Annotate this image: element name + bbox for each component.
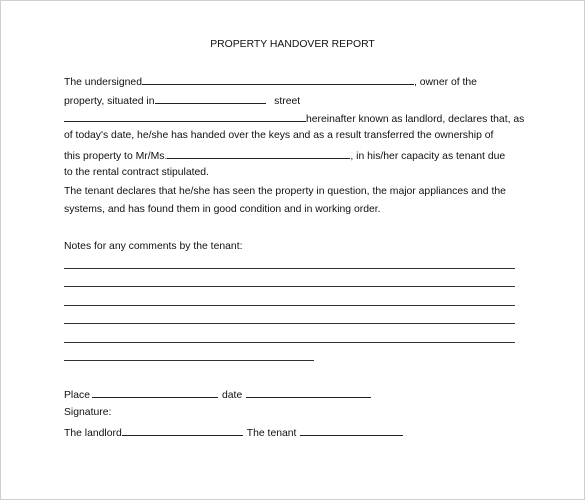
- paragraph-line-3: [64, 111, 524, 126]
- landlord-signature-field[interactable]: [122, 425, 243, 436]
- date-label: date: [222, 390, 243, 401]
- notes-line-6[interactable]: [64, 360, 314, 361]
- document-title: PROPERTY HANDOVER REPORT: [210, 39, 375, 50]
- paragraph-line-1: [64, 74, 477, 89]
- paragraph-line-2: [64, 93, 300, 108]
- transfer-to-label: this property to Mr/Ms.: [64, 151, 168, 162]
- location-field[interactable]: [155, 93, 266, 104]
- place-date-row: [64, 387, 371, 402]
- notes-line-1[interactable]: [64, 268, 515, 269]
- landlord-declaration-text: hereinafter known as landlord, declares that, as: [306, 114, 525, 125]
- owner-suffix-text: , owner of the: [414, 77, 477, 88]
- place-field[interactable]: [92, 387, 218, 398]
- owner-name-field[interactable]: [142, 74, 414, 85]
- date-field[interactable]: [246, 387, 371, 398]
- paragraph-line-6: to the rental contract stipulated.: [64, 167, 209, 178]
- notes-line-2[interactable]: [64, 286, 515, 287]
- notes-line-4[interactable]: [64, 323, 515, 324]
- place-label: Place: [64, 390, 90, 401]
- paragraph-line-4: of today's date, he/she has handed over the keys and as a result transferred the ownership of: [64, 130, 494, 141]
- tenant-label: The tenant: [246, 428, 297, 439]
- tenant-name-field[interactable]: [167, 148, 350, 159]
- notes-line-5[interactable]: [64, 342, 515, 343]
- undersigned-label: The undersigned: [64, 77, 142, 88]
- property-location-label: property, situated in: [64, 96, 155, 107]
- paragraph-line-7: The tenant declares that he/she has seen the property in question, the major appliances and the: [64, 186, 506, 197]
- tenant-capacity-text: , in his/her capacity as tenant due: [350, 151, 506, 162]
- signature-label: Signature:: [64, 407, 112, 418]
- street-label: street: [274, 96, 301, 107]
- notes-label: Notes for any comments by the tenant:: [64, 241, 243, 252]
- paragraph-line-8: systems, and has found them in good condition and in working order.: [64, 204, 381, 215]
- signatures-row: [64, 425, 403, 440]
- landlord-label: The landlord: [64, 428, 122, 439]
- paragraph-line-5: [64, 148, 505, 163]
- notes-line-3[interactable]: [64, 305, 515, 306]
- tenant-signature-field[interactable]: [300, 425, 403, 436]
- street-field[interactable]: [64, 111, 306, 122]
